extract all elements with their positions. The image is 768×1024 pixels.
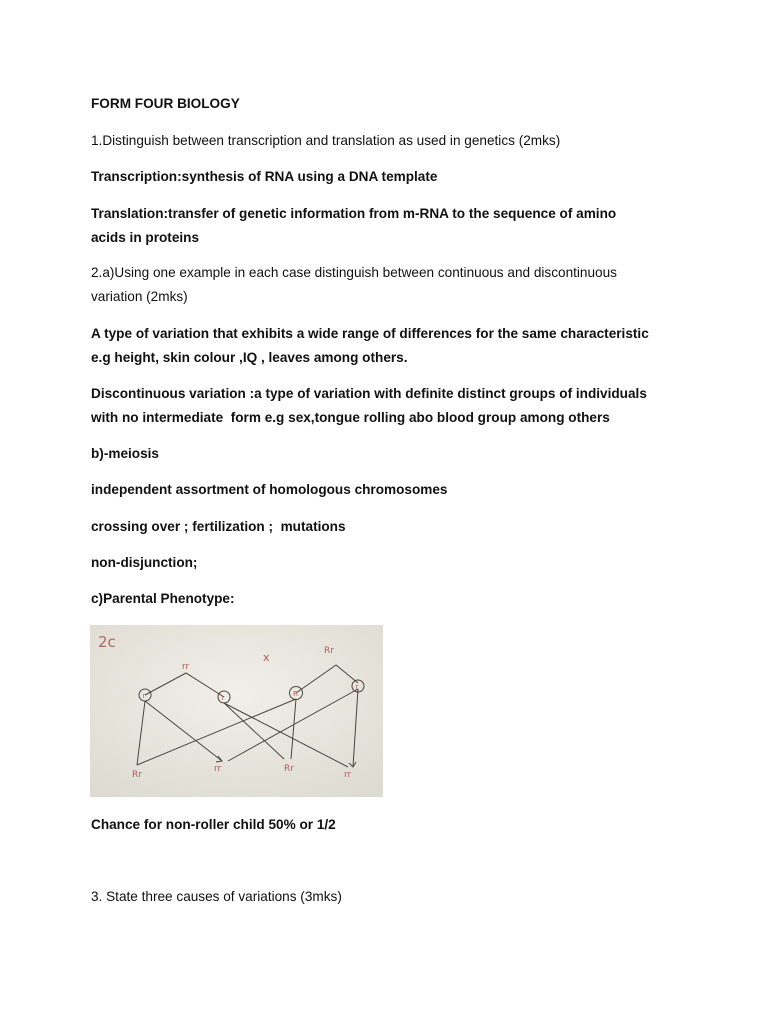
offspring-2-label: rr [214, 764, 222, 774]
parent-2-genotype: Rr [324, 646, 334, 656]
answer-2b-item-2: crossing over ; fertilization ; mutations [91, 519, 346, 534]
question-2a-line-2: variation (2mks) [91, 289, 188, 304]
offspring-3-label: Rr [284, 764, 294, 774]
answer-translation-line-2: acids in proteins [91, 230, 200, 245]
offspring-1-label: Rr [132, 770, 142, 780]
answer-translation-line-1: Translation:transfer of genetic information from m-RNA to the sequence of amino [91, 206, 617, 221]
continuous-variation-line-2: e.g height, skin colour ,IQ , leaves among others. [91, 350, 408, 365]
answer-2b-item-1: independent assortment of homologous chromosomes [91, 482, 448, 497]
gamete-1-label: r [142, 692, 146, 700]
gamete-4-label: r [355, 683, 359, 691]
answer-2b-label: b)-meiosis [91, 446, 159, 461]
document-title: FORM FOUR BIOLOGY [91, 96, 240, 111]
answer-2c-label: c)Parental Phenotype: [91, 591, 235, 606]
genetic-cross-sketch [90, 625, 383, 797]
non-roller-chance: Chance for non-roller child 50% or 1/2 [91, 817, 336, 832]
question-2a-line-1: 2.a)Using one example in each case distinguish between continuous and discontinuous [91, 265, 617, 280]
figure-corner-label: 2c [98, 633, 116, 651]
genetic-cross-diagram-photo [90, 625, 383, 797]
gamete-3-label: R [293, 690, 298, 698]
cross-symbol: x [263, 651, 270, 664]
continuous-variation-line-1: A type of variation that exhibits a wide range of differences for the same characteristic [91, 326, 649, 341]
parent-1-genotype: rr [182, 662, 190, 672]
discontinuous-variation-line-1: Discontinuous variation :a type of variation with definite distinct groups of individuals [91, 386, 647, 401]
question-3: 3. State three causes of variations (3mks) [91, 889, 342, 904]
question-1: 1.Distinguish between transcription and translation as used in genetics (2mks) [91, 133, 561, 148]
answer-2b-item-3: non-disjunction; [91, 555, 198, 570]
gamete-2-label: r [221, 694, 225, 702]
answer-transcription: Transcription:synthesis of RNA using a DNA template [91, 169, 438, 184]
discontinuous-variation-line-2: with no intermediate form e.g sex,tongue rolling abo blood group among others [91, 410, 610, 425]
offspring-4-label: rr [344, 770, 352, 780]
